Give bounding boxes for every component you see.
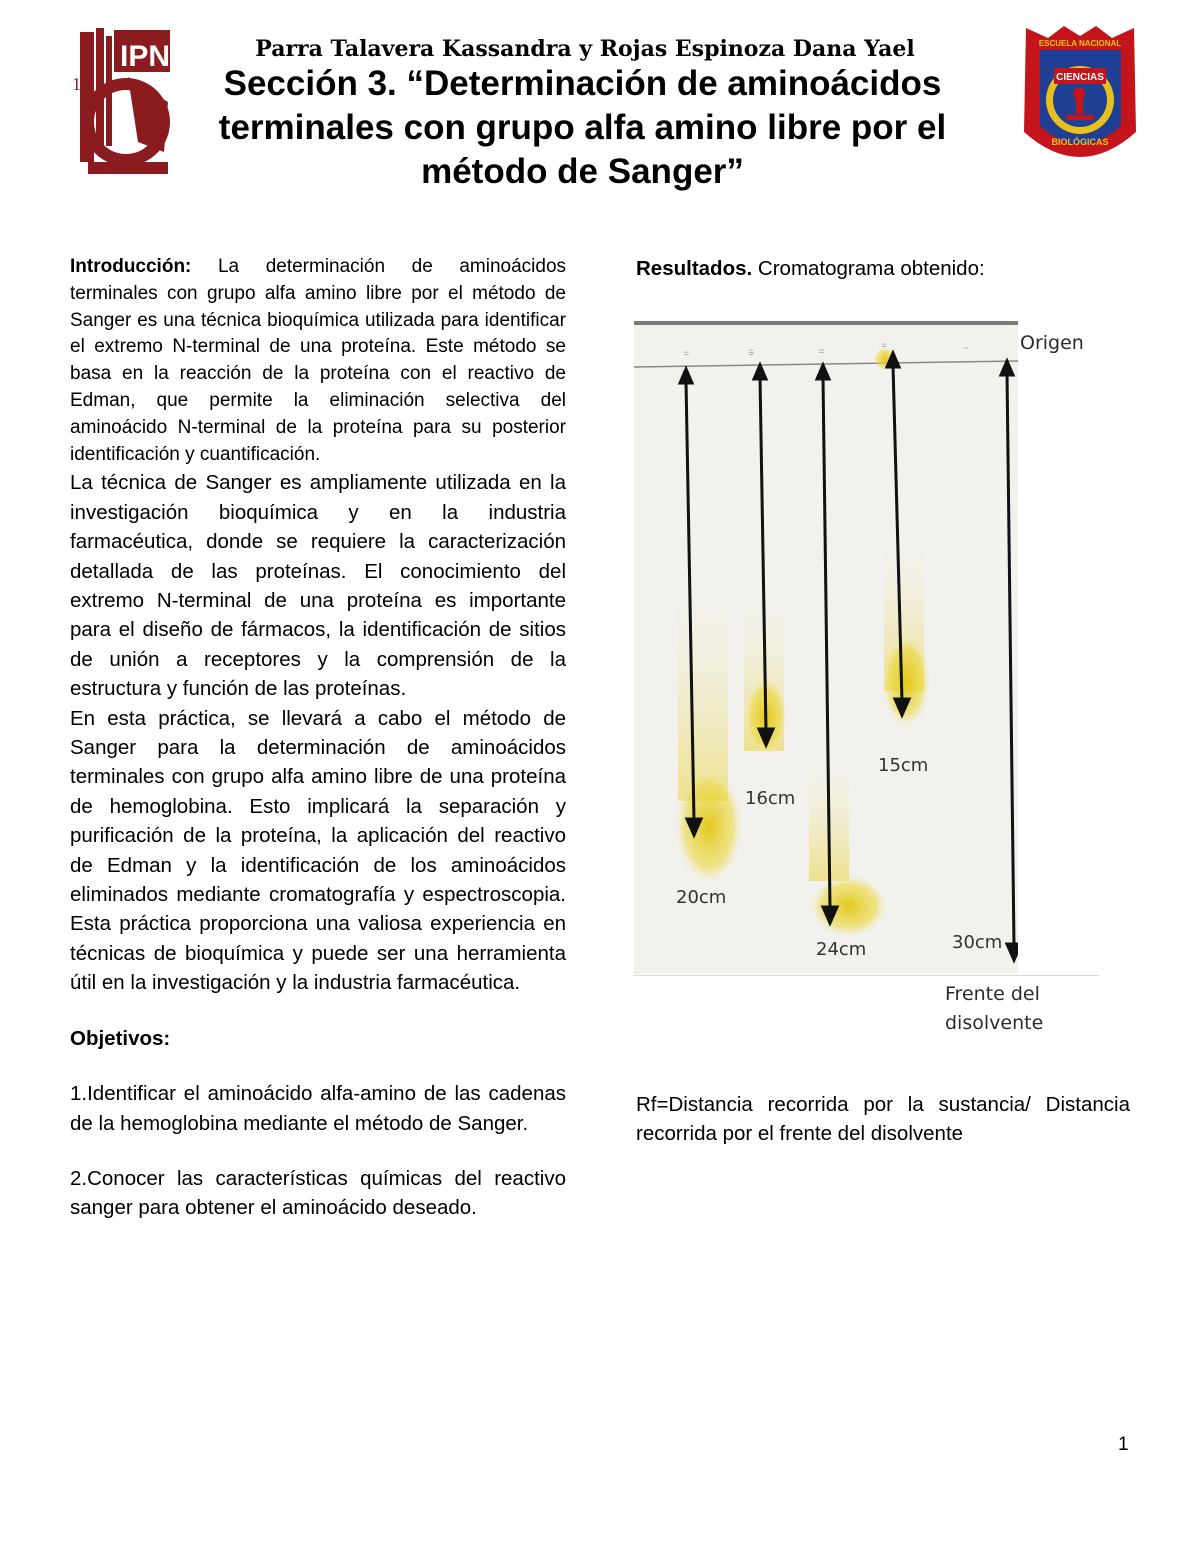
- distance-label-16: 16cm: [745, 788, 796, 809]
- distance-label-20: 20cm: [676, 887, 727, 908]
- svg-text:ı: ı: [962, 347, 971, 350]
- stray-number: 1: [72, 74, 81, 94]
- svg-text:BIOLÓGICAS: BIOLÓGICAS: [1051, 137, 1109, 147]
- svg-text:ıı: ıı: [817, 349, 826, 354]
- svg-text:ııı: ııı: [747, 349, 756, 356]
- solvent-front-label-line1: Frente del: [945, 983, 1040, 1005]
- objective-item-1: 1.Identificar el aminoácido alfa-amino de las cadenas de la hemoglobina mediante el método de Sanger.: [70, 1082, 566, 1135]
- results-heading: [636, 254, 1130, 283]
- introduction-text: La determinación de aminoácidos terminales con grupo alfa amino libre por el método de Sanger es una técnica bioquímica utilizada para identificar el extremo N-terminal de una proteína. Este método se basa en la reacción de la proteína con el reactivo de Edman, que permite la eliminación selectiva del aminoácido N-terminal de la proteína para su posterior identificación y cuantificación.: [70, 256, 567, 465]
- authors: Parra Talavera Kassandra y Rojas Espinoza Dana Yael: [255, 36, 915, 62]
- distance-label-15: 15cm: [878, 755, 929, 776]
- solvent-front-label: [945, 980, 1043, 1038]
- svg-text:CIENCIAS: CIENCIAS: [1056, 72, 1104, 83]
- distance-label-30: 30cm: [952, 932, 1003, 953]
- results-text: Cromatograma obtenido:: [757, 257, 985, 280]
- page-title: Sección 3. “Determinación de aminoácidos terminales con grupo alfa amino libre por el método de Sanger”: [218, 64, 947, 191]
- introduction-paragraph-3: En esta práctica, se llevará a cabo el método de Sanger para la determinación de aminoácidos terminales con grupo alfa amino libre de una proteína de hemoglobina. Esto implicará la separación y purificación de la proteína, la aplicación del reactivo de Edman y la identificación de los aminoácidos eliminados mediante cromatografía y espectroscopia. Esta práctica proporciona una valiosa experiencia en técnicas de bioquímica y puede ser una herramienta útil en la investigación y la industria farmacéutica.: [70, 706, 566, 995]
- rf-formula: Rf=Distancia recorrida por la sustancia/ Distancia recorrida por el frente del disolvente: [636, 1093, 1130, 1145]
- page-number: 1: [1118, 1434, 1129, 1455]
- svg-text:ıı: ıı: [880, 343, 889, 348]
- origin-label: Origen: [1020, 332, 1084, 354]
- results-label: Resultados.: [636, 257, 753, 280]
- svg-text:IPN: IPN: [120, 40, 171, 73]
- introduction-paragraph: [70, 254, 566, 468]
- distance-label-24: 24cm: [816, 939, 867, 960]
- introduction-label: Introducción:: [70, 256, 192, 277]
- chromatogram-photo: [634, 321, 1018, 974]
- figure-divider: [634, 975, 1099, 976]
- svg-text:ESCUELA NACIONAL: ESCUELA NACIONAL: [1038, 39, 1122, 48]
- solvent-front-label-line2: disolvente: [945, 1012, 1044, 1034]
- introduction-paragraph-2: La técnica de Sanger es ampliamente utilizada en la investigación bioquímica y en la industria farmacéutica, donde se requiere la caracterización detallada de las proteínas. El conocimiento del extremo N-terminal de una proteína es importante para el diseño de fármacos, la identificación de sitios de unión a receptores y la comprensión de la estructura y función de las proteínas.: [70, 471, 566, 701]
- objectives-label: Objetivos:: [70, 1026, 171, 1050]
- objective-item-2: 2.Conocer las características químicas del reactivo sanger para obtener el aminoácido deseado.: [70, 1166, 566, 1220]
- svg-text:ıı: ıı: [682, 351, 691, 356]
- left-column: [70, 254, 566, 1223]
